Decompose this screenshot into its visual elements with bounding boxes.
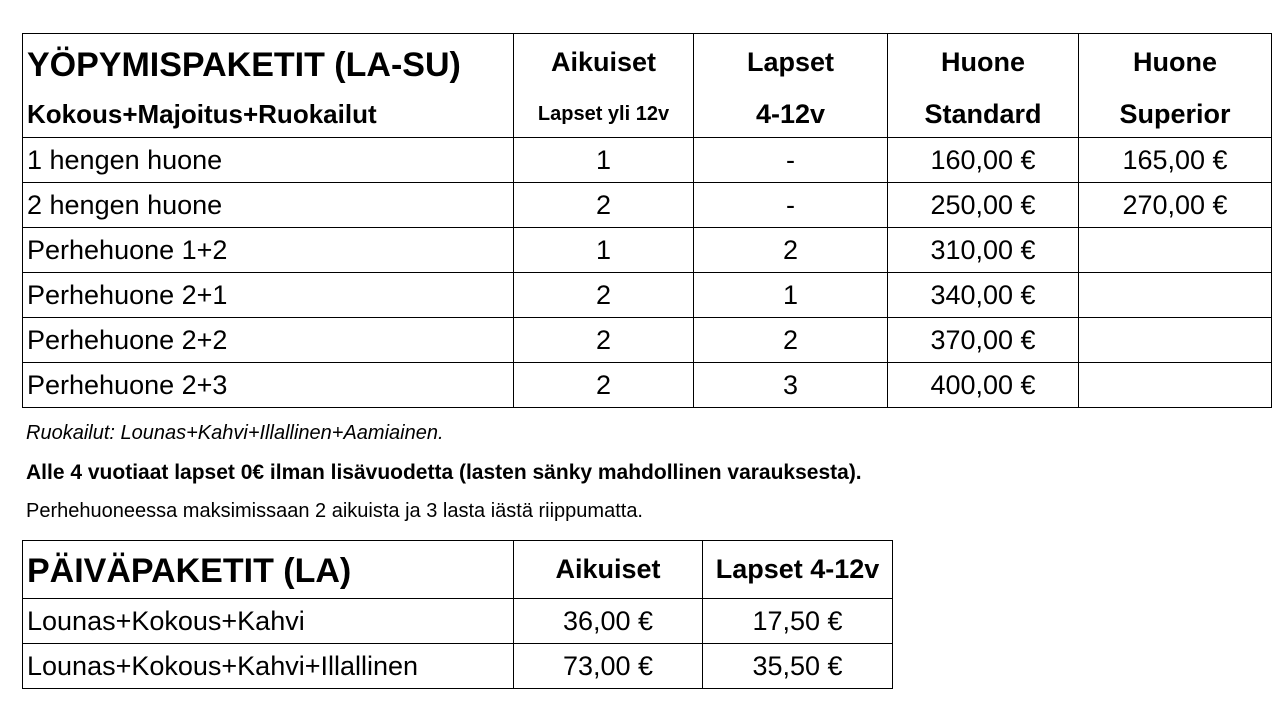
table-row [23,363,1272,408]
superior-price: 165,00 € [1079,138,1272,183]
table-row [23,273,1272,318]
adults-count: 2 [514,318,694,363]
meals-note: Ruokailut: Lounas+Kahvi+Illallinen+Aamiainen. [26,422,444,444]
day-col-children-header: Lapset 4-12v [703,541,893,599]
package-name: Lounas+Kokous+Kahvi+Illallinen [23,644,514,689]
children-count: - [694,138,888,183]
room-name: Perhehuone 1+2 [23,228,514,273]
superior-price [1079,273,1272,318]
room-name: Perhehuone 2+1 [23,273,514,318]
table-row [23,318,1272,363]
adults-count: 1 [514,138,694,183]
children-count: 1 [694,273,888,318]
lodging-title: YÖPYMISPAKETIT (LA-SU) [23,34,514,92]
adults-count: 2 [514,183,694,228]
room-name: 2 hengen huone [23,183,514,228]
children-count: 2 [694,228,888,273]
child-price: 17,50 € [703,599,893,644]
children-count: 2 [694,318,888,363]
table-row [23,228,1272,273]
col-standard-subheader: Standard [888,92,1079,138]
col-adults-header: Aikuiset [514,34,694,92]
day-col-adults-header: Aikuiset [514,541,703,599]
table-row [23,183,1272,228]
room-name: Perhehuone 2+2 [23,318,514,363]
under4-note: Alle 4 vuotiaat lapset 0€ ilman lisävuodetta (lasten sänky mahdollinen varauksesta). [26,461,862,484]
standard-price: 400,00 € [888,363,1079,408]
room-name: Perhehuone 2+3 [23,363,514,408]
superior-price: 270,00 € [1079,183,1272,228]
standard-price: 310,00 € [888,228,1079,273]
col-superior-subheader: Superior [1079,92,1272,138]
room-name: 1 hengen huone [23,138,514,183]
standard-price: 160,00 € [888,138,1079,183]
adults-count: 2 [514,273,694,318]
col-standard-header: Huone [888,34,1079,92]
day-packages-table [22,540,893,689]
day-title: PÄIVÄPAKETIT (LA) [23,541,514,599]
family-room-note: Perhehuoneessa maksimissaan 2 aikuista ja 3 lasta iästä riippumatta. [26,500,643,522]
standard-price: 340,00 € [888,273,1079,318]
adult-price: 73,00 € [514,644,703,689]
children-count: - [694,183,888,228]
children-count: 3 [694,363,888,408]
col-adults-subheader: Lapset yli 12v [514,92,694,138]
table-row [23,138,1272,183]
adults-count: 1 [514,228,694,273]
lodging-packages-table [22,33,1272,408]
col-children-header: Lapset [694,34,888,92]
adult-price: 36,00 € [514,599,703,644]
superior-price [1079,228,1272,273]
superior-price [1079,318,1272,363]
col-children-subheader: 4-12v [694,92,888,138]
standard-price: 250,00 € [888,183,1079,228]
standard-price: 370,00 € [888,318,1079,363]
lodging-subtitle: Kokous+Majoitus+Ruokailut [23,92,514,138]
table-row [23,644,893,689]
adults-count: 2 [514,363,694,408]
superior-price [1079,363,1272,408]
child-price: 35,50 € [703,644,893,689]
table-row [23,599,893,644]
package-name: Lounas+Kokous+Kahvi [23,599,514,644]
col-superior-header: Huone [1079,34,1272,92]
